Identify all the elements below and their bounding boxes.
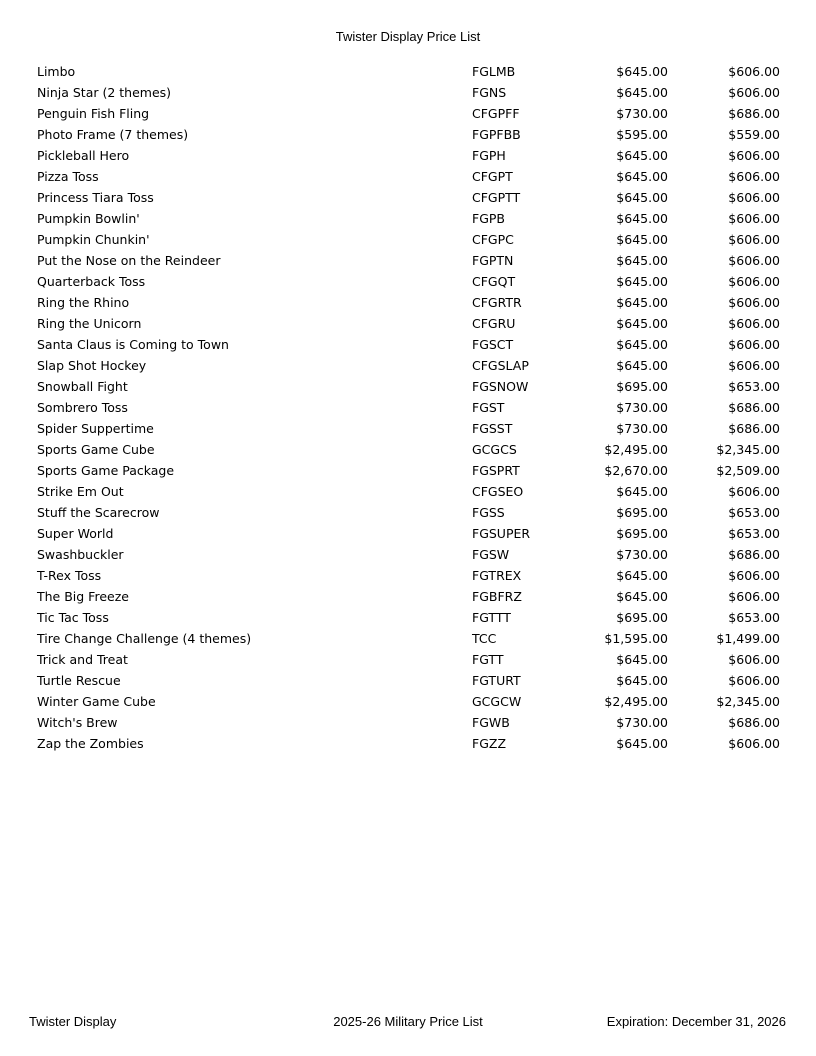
item-name: Tire Change Challenge (4 themes) — [37, 631, 252, 646]
item-price: $730.00 — [616, 715, 668, 730]
item-military-price: $686.00 — [728, 715, 780, 730]
item-name: Sombrero Toss — [37, 400, 128, 415]
table-row — [0, 607, 816, 628]
item-price: $645.00 — [616, 274, 668, 289]
item-name: Swashbuckler — [37, 547, 124, 562]
item-name: Stuff the Scarecrow — [37, 505, 160, 520]
table-row — [0, 628, 816, 649]
item-military-price: $2,345.00 — [716, 694, 780, 709]
item-code: FGPTN — [472, 253, 514, 268]
item-military-price: $606.00 — [728, 652, 780, 667]
footer-expiration: Expiration: December 31, 2026 — [606, 1014, 786, 1029]
item-code: CFGPC — [472, 232, 514, 247]
item-code: FGSUPER — [472, 526, 531, 541]
item-name: Winter Game Cube — [37, 694, 156, 709]
table-row — [0, 313, 816, 334]
table-row — [0, 271, 816, 292]
item-name: Sports Game Package — [37, 463, 175, 478]
item-code: FGSPRT — [472, 463, 520, 478]
table-row — [0, 502, 816, 523]
price-table — [0, 61, 816, 754]
item-code: CFGPTT — [472, 190, 521, 205]
item-price: $645.00 — [616, 148, 668, 163]
item-code: FGSST — [472, 421, 513, 436]
table-row — [0, 145, 816, 166]
item-name: Ring the Rhino — [37, 295, 130, 310]
item-code: FGWB — [472, 715, 510, 730]
table-row — [0, 61, 816, 82]
table-row — [0, 292, 816, 313]
item-code: FGTREX — [472, 568, 522, 583]
item-military-price: $606.00 — [728, 673, 780, 688]
item-code: CFGSLAP — [472, 358, 529, 373]
item-price: $730.00 — [616, 400, 668, 415]
item-code: TCC — [472, 631, 497, 646]
item-military-price: $606.00 — [728, 253, 780, 268]
table-row — [0, 397, 816, 418]
table-row — [0, 586, 816, 607]
item-price: $1,595.00 — [604, 631, 668, 646]
item-name: Pizza Toss — [37, 169, 99, 184]
item-name: Pumpkin Bowlin' — [37, 211, 140, 226]
item-price: $645.00 — [616, 85, 668, 100]
item-code: FGTTT — [472, 610, 511, 625]
item-name: Put the Nose on the Reindeer — [37, 253, 221, 268]
item-name: Zap the Zombies — [37, 736, 144, 751]
table-row — [0, 250, 816, 271]
item-military-price: $653.00 — [728, 610, 780, 625]
item-military-price: $606.00 — [728, 589, 780, 604]
item-military-price: $606.00 — [728, 148, 780, 163]
item-code: FGTURT — [472, 673, 521, 688]
item-name: Turtle Rescue — [37, 673, 121, 688]
item-code: FGST — [472, 400, 505, 415]
item-military-price: $606.00 — [728, 568, 780, 583]
item-price: $645.00 — [616, 169, 668, 184]
item-price: $695.00 — [616, 505, 668, 520]
table-row — [0, 103, 816, 124]
item-code: CFGPT — [472, 169, 513, 184]
table-row — [0, 481, 816, 502]
item-price: $695.00 — [616, 526, 668, 541]
item-military-price: $606.00 — [728, 190, 780, 205]
item-price: $2,495.00 — [604, 694, 668, 709]
item-military-price: $559.00 — [728, 127, 780, 142]
table-row — [0, 82, 816, 103]
item-price: $645.00 — [616, 736, 668, 751]
item-code: FGSCT — [472, 337, 514, 352]
item-price: $730.00 — [616, 421, 668, 436]
item-code: FGBFRZ — [472, 589, 522, 604]
table-row — [0, 691, 816, 712]
table-row — [0, 523, 816, 544]
item-code: CFGQT — [472, 274, 516, 289]
item-name: Pickleball Hero — [37, 148, 130, 163]
item-price: $645.00 — [616, 190, 668, 205]
item-military-price: $606.00 — [728, 316, 780, 331]
item-price: $645.00 — [616, 358, 668, 373]
item-military-price: $653.00 — [728, 526, 780, 541]
item-name: Sports Game Cube — [37, 442, 155, 457]
item-price: $645.00 — [616, 232, 668, 247]
table-row — [0, 460, 816, 481]
table-row — [0, 439, 816, 460]
item-military-price: $2,509.00 — [716, 463, 780, 478]
item-name: Ring the Unicorn — [37, 316, 142, 331]
item-name: Tic Tac Toss — [37, 610, 109, 625]
table-row — [0, 124, 816, 145]
item-military-price: $686.00 — [728, 400, 780, 415]
item-military-price: $606.00 — [728, 295, 780, 310]
item-military-price: $686.00 — [728, 547, 780, 562]
item-price: $645.00 — [616, 211, 668, 226]
item-name: Limbo — [37, 64, 76, 79]
item-code: FGPB — [472, 211, 505, 226]
item-military-price: $686.00 — [728, 421, 780, 436]
item-price: $645.00 — [616, 64, 668, 79]
item-code: CFGPFF — [472, 106, 520, 121]
table-row — [0, 187, 816, 208]
item-price: $645.00 — [616, 568, 668, 583]
item-name: Snowball Fight — [37, 379, 128, 394]
item-name: Slap Shot Hockey — [37, 358, 147, 373]
item-military-price: $606.00 — [728, 169, 780, 184]
item-code: FGTT — [472, 652, 504, 667]
item-military-price: $1,499.00 — [716, 631, 780, 646]
item-code: FGNS — [472, 85, 507, 100]
item-name: Spider Suppertime — [37, 421, 154, 436]
item-price: $645.00 — [616, 337, 668, 352]
item-military-price: $686.00 — [728, 106, 780, 121]
item-name: T-Rex Toss — [37, 568, 102, 583]
item-military-price: $653.00 — [728, 505, 780, 520]
item-code: FGLMB — [472, 64, 516, 79]
item-name: Trick and Treat — [37, 652, 128, 667]
item-code: GCGCS — [472, 442, 517, 457]
item-code: FGSS — [472, 505, 505, 520]
item-military-price: $606.00 — [728, 484, 780, 499]
table-row — [0, 565, 816, 586]
table-row — [0, 229, 816, 250]
item-name: Super World — [37, 526, 114, 541]
item-price: $695.00 — [616, 379, 668, 394]
item-military-price: $653.00 — [728, 379, 780, 394]
table-row — [0, 355, 816, 376]
table-row — [0, 712, 816, 733]
table-row — [0, 649, 816, 670]
item-military-price: $606.00 — [728, 85, 780, 100]
item-price: $595.00 — [616, 127, 668, 142]
item-military-price: $606.00 — [728, 337, 780, 352]
item-price: $645.00 — [616, 484, 668, 499]
page-title: Twister Display Price List — [335, 29, 481, 44]
item-code: CFGRTR — [472, 295, 522, 310]
item-military-price: $606.00 — [728, 736, 780, 751]
table-row — [0, 208, 816, 229]
item-price: $645.00 — [616, 652, 668, 667]
item-name: Witch's Brew — [37, 715, 118, 730]
item-military-price: $2,345.00 — [716, 442, 780, 457]
item-price: $645.00 — [616, 253, 668, 268]
footer-company: Twister Display — [29, 1014, 117, 1029]
item-name: Quarterback Toss — [37, 274, 146, 289]
item-price: $645.00 — [616, 316, 668, 331]
item-code: FGZZ — [472, 736, 507, 751]
item-name: Penguin Fish Fling — [37, 106, 150, 121]
table-row — [0, 544, 816, 565]
table-row — [0, 418, 816, 439]
item-price: $645.00 — [616, 295, 668, 310]
item-military-price: $606.00 — [728, 211, 780, 226]
table-row — [0, 334, 816, 355]
item-code: CFGSEO — [472, 484, 524, 499]
table-row — [0, 166, 816, 187]
item-name: Ninja Star (2 themes) — [37, 85, 172, 100]
item-code: FGSW — [472, 547, 510, 562]
item-price: $2,670.00 — [604, 463, 668, 478]
item-code: FGSNOW — [472, 379, 529, 394]
item-military-price: $606.00 — [728, 274, 780, 289]
item-code: CFGRU — [472, 316, 516, 331]
item-price: $730.00 — [616, 547, 668, 562]
item-name: Pumpkin Chunkin' — [37, 232, 150, 247]
footer-list-name: 2025-26 Military Price List — [333, 1014, 483, 1029]
item-name: Photo Frame (7 themes) — [37, 127, 189, 142]
item-code: GCGCW — [472, 694, 522, 709]
item-price: $645.00 — [616, 673, 668, 688]
table-row — [0, 733, 816, 754]
table-row — [0, 376, 816, 397]
item-name: Strike Em Out — [37, 484, 124, 499]
item-military-price: $606.00 — [728, 64, 780, 79]
item-code: FGPFBB — [472, 127, 521, 142]
item-military-price: $606.00 — [728, 358, 780, 373]
item-price: $695.00 — [616, 610, 668, 625]
item-military-price: $606.00 — [728, 232, 780, 247]
item-price: $645.00 — [616, 589, 668, 604]
item-name: Princess Tiara Toss — [37, 190, 154, 205]
table-row — [0, 670, 816, 691]
item-name: The Big Freeze — [37, 589, 129, 604]
item-code: FGPH — [472, 148, 506, 163]
item-price: $730.00 — [616, 106, 668, 121]
item-price: $2,495.00 — [604, 442, 668, 457]
item-name: Santa Claus is Coming to Town — [37, 337, 229, 352]
